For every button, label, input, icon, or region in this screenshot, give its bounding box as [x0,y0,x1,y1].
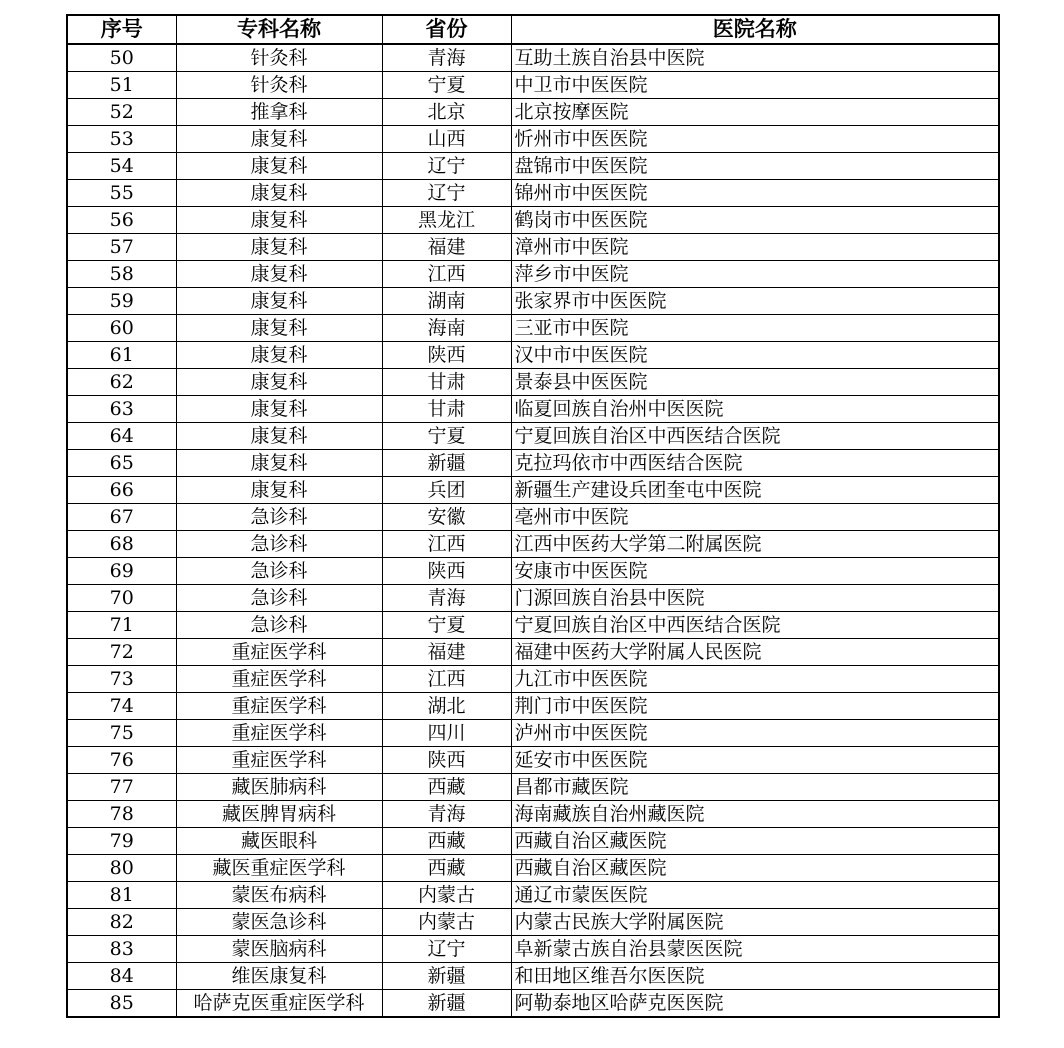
specialty-name-cell: 康复科 [176,180,382,207]
hospital-name-cell: 忻州市中医医院 [511,126,999,153]
table-row [67,44,999,72]
serial-number-cell: 79 [67,828,176,855]
hospital-name-cell: 和田地区维吾尔医医院 [511,963,999,990]
table-row [67,909,999,936]
hospital-name-cell: 中卫市中医医院 [511,72,999,99]
specialty-name-cell: 康复科 [176,153,382,180]
province-cell: 湖北 [382,693,511,720]
serial-number-cell: 51 [67,72,176,99]
specialty-name-cell: 藏医肺病科 [176,774,382,801]
province-cell: 宁夏 [382,72,511,99]
province-cell: 安徽 [382,504,511,531]
specialty-name-cell: 蒙医急诊科 [176,909,382,936]
hospital-name-cell: 萍乡市中医院 [511,261,999,288]
specialty-name-cell: 康复科 [176,261,382,288]
hospital-specialty-table [66,14,1000,1018]
serial-number-cell: 70 [67,585,176,612]
hospital-name-cell: 门源回族自治县中医院 [511,585,999,612]
serial-number-cell: 80 [67,855,176,882]
province-cell: 内蒙古 [382,909,511,936]
table-row [67,396,999,423]
specialty-name-cell: 推拿科 [176,99,382,126]
header-hospital-name: 医院名称 [511,15,999,44]
hospital-name-cell: 通辽市蒙医医院 [511,882,999,909]
hospital-name-cell: 汉中市中医医院 [511,342,999,369]
serial-number-cell: 65 [67,450,176,477]
province-cell: 西藏 [382,855,511,882]
hospital-name-cell: 北京按摩医院 [511,99,999,126]
serial-number-cell: 81 [67,882,176,909]
province-cell: 北京 [382,99,511,126]
table-row [67,261,999,288]
table-row [67,423,999,450]
specialty-name-cell: 藏医脾胃病科 [176,801,382,828]
province-cell: 辽宁 [382,936,511,963]
serial-number-cell: 78 [67,801,176,828]
specialty-name-cell: 蒙医脑病科 [176,936,382,963]
hospital-name-cell: 亳州市中医院 [511,504,999,531]
table-row [67,477,999,504]
serial-number-cell: 56 [67,207,176,234]
serial-number-cell: 60 [67,315,176,342]
province-cell: 兵团 [382,477,511,504]
province-cell: 青海 [382,801,511,828]
hospital-name-cell: 宁夏回族自治区中西医结合医院 [511,612,999,639]
table-row [67,693,999,720]
specialty-name-cell: 针灸科 [176,72,382,99]
serial-number-cell: 69 [67,558,176,585]
hospital-name-cell: 江西中医药大学第二附属医院 [511,531,999,558]
serial-number-cell: 82 [67,909,176,936]
table-row [67,288,999,315]
table-header-row [67,15,999,44]
table-row [67,450,999,477]
province-cell: 陕西 [382,342,511,369]
serial-number-cell: 61 [67,342,176,369]
province-cell: 山西 [382,126,511,153]
hospital-name-cell: 泸州市中医医院 [511,720,999,747]
serial-number-cell: 52 [67,99,176,126]
hospital-name-cell: 阿勒泰地区哈萨克医医院 [511,990,999,1018]
serial-number-cell: 75 [67,720,176,747]
header-serial-number: 序号 [67,15,176,44]
hospital-name-cell: 西藏自治区藏医院 [511,828,999,855]
province-cell: 湖南 [382,288,511,315]
hospital-name-cell: 阜新蒙古族自治县蒙医医院 [511,936,999,963]
specialty-name-cell: 急诊科 [176,504,382,531]
table-row [67,153,999,180]
table-row [67,639,999,666]
province-cell: 西藏 [382,774,511,801]
table-row [67,369,999,396]
specialty-name-cell: 康复科 [176,126,382,153]
serial-number-cell: 85 [67,990,176,1018]
province-cell: 四川 [382,720,511,747]
header-specialty-name: 专科名称 [176,15,382,44]
specialty-name-cell: 维医康复科 [176,963,382,990]
specialty-name-cell: 急诊科 [176,531,382,558]
province-cell: 江西 [382,261,511,288]
specialty-name-cell: 急诊科 [176,612,382,639]
serial-number-cell: 76 [67,747,176,774]
hospital-name-cell: 三亚市中医院 [511,315,999,342]
province-cell: 西藏 [382,828,511,855]
hospital-name-cell: 延安市中医医院 [511,747,999,774]
serial-number-cell: 53 [67,126,176,153]
hospital-name-cell: 盘锦市中医医院 [511,153,999,180]
table-row [67,99,999,126]
serial-number-cell: 57 [67,234,176,261]
serial-number-cell: 67 [67,504,176,531]
hospital-name-cell: 昌都市藏医院 [511,774,999,801]
hospital-name-cell: 临夏回族自治州中医医院 [511,396,999,423]
specialty-name-cell: 康复科 [176,342,382,369]
hospital-name-cell: 安康市中医医院 [511,558,999,585]
province-cell: 陕西 [382,558,511,585]
specialty-name-cell: 藏医眼科 [176,828,382,855]
table-row [67,531,999,558]
specialty-name-cell: 急诊科 [176,585,382,612]
hospital-name-cell: 九江市中医医院 [511,666,999,693]
province-cell: 福建 [382,234,511,261]
hospital-name-cell: 宁夏回族自治区中西医结合医院 [511,423,999,450]
table-row [67,234,999,261]
specialty-name-cell: 重症医学科 [176,639,382,666]
table-row [67,342,999,369]
hospital-name-cell: 鹤岗市中医医院 [511,207,999,234]
serial-number-cell: 77 [67,774,176,801]
table-row [67,720,999,747]
specialty-name-cell: 康复科 [176,288,382,315]
serial-number-cell: 72 [67,639,176,666]
hospital-name-cell: 内蒙古民族大学附属医院 [511,909,999,936]
serial-number-cell: 54 [67,153,176,180]
serial-number-cell: 50 [67,44,176,72]
specialty-name-cell: 重症医学科 [176,693,382,720]
header-province: 省份 [382,15,511,44]
table-row [67,558,999,585]
serial-number-cell: 64 [67,423,176,450]
province-cell: 黑龙江 [382,207,511,234]
specialty-name-cell: 康复科 [176,369,382,396]
serial-number-cell: 73 [67,666,176,693]
province-cell: 海南 [382,315,511,342]
table-row [67,666,999,693]
specialty-name-cell: 藏医重症医学科 [176,855,382,882]
specialty-name-cell: 针灸科 [176,44,382,72]
specialty-name-cell: 哈萨克医重症医学科 [176,990,382,1018]
serial-number-cell: 74 [67,693,176,720]
serial-number-cell: 84 [67,963,176,990]
province-cell: 青海 [382,585,511,612]
specialty-name-cell: 康复科 [176,315,382,342]
table-row [67,801,999,828]
province-cell: 辽宁 [382,153,511,180]
specialty-name-cell: 急诊科 [176,558,382,585]
specialty-name-cell: 蒙医布病科 [176,882,382,909]
specialty-name-cell: 康复科 [176,234,382,261]
serial-number-cell: 66 [67,477,176,504]
hospital-name-cell: 景泰县中医医院 [511,369,999,396]
serial-number-cell: 59 [67,288,176,315]
table-row [67,585,999,612]
province-cell: 新疆 [382,963,511,990]
table-row [67,747,999,774]
hospital-name-cell: 新疆生产建设兵团奎屯中医院 [511,477,999,504]
hospital-name-cell: 张家界市中医医院 [511,288,999,315]
province-cell: 陕西 [382,747,511,774]
table-body [67,44,999,1017]
province-cell: 新疆 [382,990,511,1018]
hospital-specialty-table-container [66,14,998,1018]
table-row [67,126,999,153]
province-cell: 青海 [382,44,511,72]
province-cell: 江西 [382,531,511,558]
province-cell: 福建 [382,639,511,666]
specialty-name-cell: 康复科 [176,396,382,423]
specialty-name-cell: 康复科 [176,450,382,477]
province-cell: 宁夏 [382,612,511,639]
serial-number-cell: 71 [67,612,176,639]
province-cell: 甘肃 [382,369,511,396]
hospital-name-cell: 荆门市中医医院 [511,693,999,720]
hospital-name-cell: 西藏自治区藏医院 [511,855,999,882]
table-row [67,990,999,1018]
table-row [67,936,999,963]
table-row [67,882,999,909]
serial-number-cell: 55 [67,180,176,207]
table-row [67,72,999,99]
province-cell: 宁夏 [382,423,511,450]
specialty-name-cell: 康复科 [176,423,382,450]
serial-number-cell: 58 [67,261,176,288]
serial-number-cell: 63 [67,396,176,423]
hospital-name-cell: 漳州市中医院 [511,234,999,261]
serial-number-cell: 83 [67,936,176,963]
serial-number-cell: 68 [67,531,176,558]
specialty-name-cell: 重症医学科 [176,720,382,747]
table-row [67,504,999,531]
province-cell: 辽宁 [382,180,511,207]
hospital-name-cell: 福建中医药大学附属人民医院 [511,639,999,666]
table-row [67,855,999,882]
table-row [67,315,999,342]
specialty-name-cell: 康复科 [176,207,382,234]
table-row [67,207,999,234]
table-row [67,612,999,639]
serial-number-cell: 62 [67,369,176,396]
specialty-name-cell: 重症医学科 [176,666,382,693]
province-cell: 新疆 [382,450,511,477]
province-cell: 江西 [382,666,511,693]
hospital-name-cell: 锦州市中医医院 [511,180,999,207]
hospital-name-cell: 互助土族自治县中医院 [511,44,999,72]
table-row [67,963,999,990]
hospital-name-cell: 克拉玛依市中西医结合医院 [511,450,999,477]
table-row [67,828,999,855]
specialty-name-cell: 康复科 [176,477,382,504]
province-cell: 甘肃 [382,396,511,423]
specialty-name-cell: 重症医学科 [176,747,382,774]
table-row [67,180,999,207]
province-cell: 内蒙古 [382,882,511,909]
table-row [67,774,999,801]
hospital-name-cell: 海南藏族自治州藏医院 [511,801,999,828]
